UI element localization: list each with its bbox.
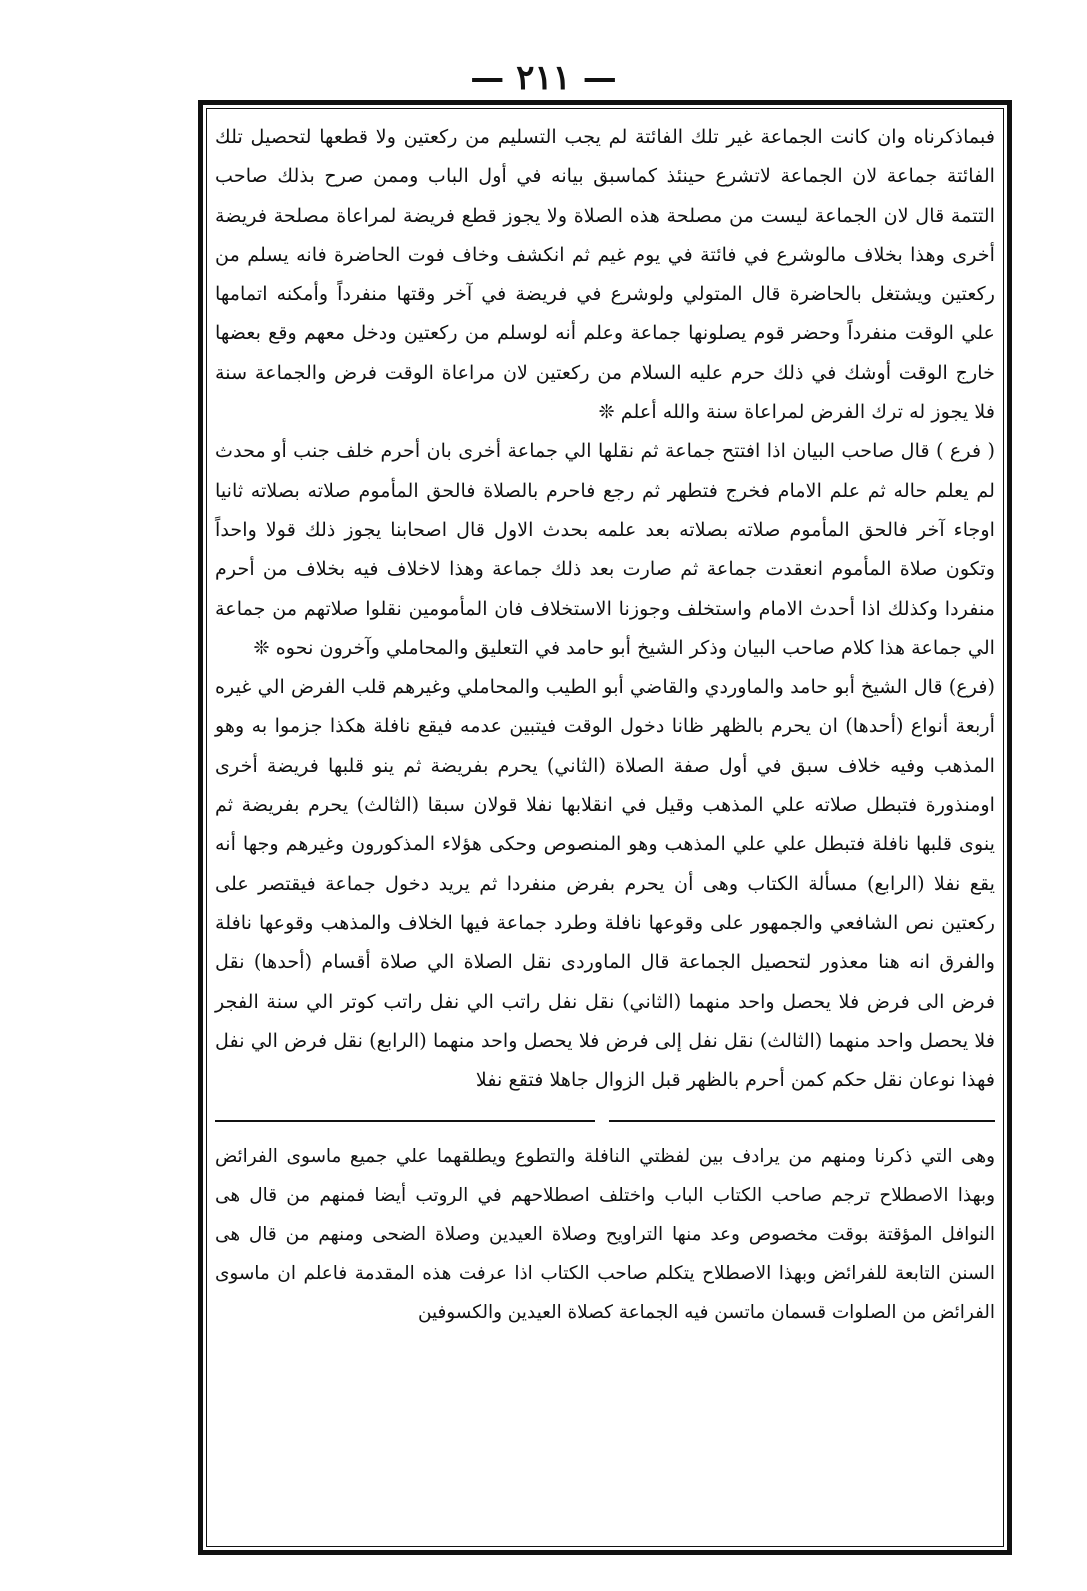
page-frame (198, 100, 1012, 1555)
footnote-text (215, 1137, 995, 1332)
main-paragraph-2: ( فرع ) قال صاحب البيان اذا افتتح جماعة ثم نقلها الي جماعة أخرى بان أحرم خلف جنب أو محدث لم يعلم حاله ثم علم الامام فخرج فتطهر ثم رجع فاحرم بالصلاة فالحق المأموم صلاته بصلاته ثانيا اوجاء آخر فالحق المأموم صلاته بصلاته بعد علمه بحدث الاول قال اصحابنا يجوز ذلك قولا واحداً وتكون صلاة المأموم انعقدت جماعة ثم صارت بعد ذلك جماعة وهذا لاخلاف فيه بخلاف من أحرم منفردا وكذلك اذا أحدث الامام واستخلف وجوزنا الاستخلاف فان المأمومين نقلوا صلاتهم من جماعة الي جماعة هذا كلام صاحب البيان وذكر الشيخ أبو حامد في التعليق والمحاملي وآخرون نحوه ❊ (215, 439, 995, 659)
main-paragraph-1: فبماذكرناه وان كانت الجماعة غير تلك الفائتة لم يجب التسليم من ركعتين ولا قطعها لتحصيل تلك الفائتة جماعة لان الجماعة لاتشرع حينئذ كماسبق بيانه في أول الباب وممن صرح بذلك صاحب التتمة قال لان الجماعة ليست من مصلحة هذه الصلاة ولا يجوز قطع فريضة لمراعاة مصلحة فريضة أخرى وهذا بخلاف مالوشرع في فائتة في يوم غيم ثم انكشف وخاف فوت الحاضرة فانه يسلم من ركعتين ويشتغل بالحاضرة قال المتولي ولوشرع في فريضة في آخر وقتها منفرداً وأمكنه اتمامها علي الوقت منفرداً وحضر قوم يصلونها جماعة وعلم أنه لوسلم من ركعتين ودخل معهم وقع بعضها خارج الوقت أوشك في ذلك حرم عليه السلام من ركعتين لان مراعاة الوقت فرض والجماعة سنة فلا يجوز له ترك الفرض لمراعاة سنة والله أعلم ❊ (215, 125, 995, 424)
main-text (215, 117, 995, 1099)
footnote-paragraph: وهى التي ذكرنا ومنهم من يرادف بين لفظتي النافلة والتطوع ويطلقهما علي جميع ماسوى الفرائض وبهذا الاصطلاح ترجم صاحب الكتاب الباب واختلف اصطلاحهم في الروتب أيضا فمنهم من قال هى النوافل المؤقتة بوقت مخصوص وعد منها التراويح وصلاة العيدين وصلاة الضحى ومنهم من قال هى السنن التابعة للفرائض وبهذا الاصطلاح يتكلم صاحب الكتاب اذا عرفت هذه المقدمة فاعلم ان ماسوى الفرائض من الصلوات قسمان ماتسن فيه الجماعة كصلاة العيدين والكسوفين (215, 1146, 995, 1323)
footnote-divider (215, 1120, 995, 1126)
divider-line-left (215, 1120, 595, 1122)
main-paragraph-3: (فرع) قال الشيخ أبو حامد والماوردي والقاضي أبو الطيب والمحاملي وغيرهم قلب الفرض الي غيره أربعة أنواع (أحدها) ان يحرم بالظهر ظانا دخول الوقت فيتبين عدمه فيقع نافلة هكذا جزموا به وهو المذهب وفيه خلاف سبق في أول صفة الصلاة (الثاني) يحرم بفريضة ثم ينو قلبها فريضة أخرى اومنذورة فتبطل صلاته علي المذهب وقيل في انقلابها نفلا قولان سبقا (الثالث) يحرم بفريضة ثم ينوى قلبها نافلة فتبطل علي علي المذهب وهو المنصوص وحكى هؤلاء المذكورون وغيرهم وجها أنه يقع نفلا (الرابع) مسألة الكتاب وهى أن يحرم بفرض منفردا ثم يريد دخول جماعة فيقتصر على ركعتين نص الشافعي والجمهور على وقوعها نافلة وطرد جماعة فيها الخلاف والمذهب وقوعها نافلة والفرق انه هنا معذور لتحصيل الجماعة قال الماوردى نقل الصلاة الي صلاة أقسام (أحدها) نقل فرض الى فرض فلا يحصل واحد منهما (الثاني) نقل نفل راتب الي نفل راتب كوتر الي سنة الفجر فلا يحصل واحد منهما (الثالث) نقل نفل إلى فرض فلا يحصل واحد منهما (الرابع) نقل فرض الي نفل فهذا نوعان نقل حكم كمن أحرم بالظهر قبل الزوال جاهلا فتقع نفلا (215, 675, 995, 1092)
page-number: — ٢١١ — (470, 58, 617, 98)
divider-line-right (609, 1120, 995, 1122)
text-area (215, 117, 995, 1538)
